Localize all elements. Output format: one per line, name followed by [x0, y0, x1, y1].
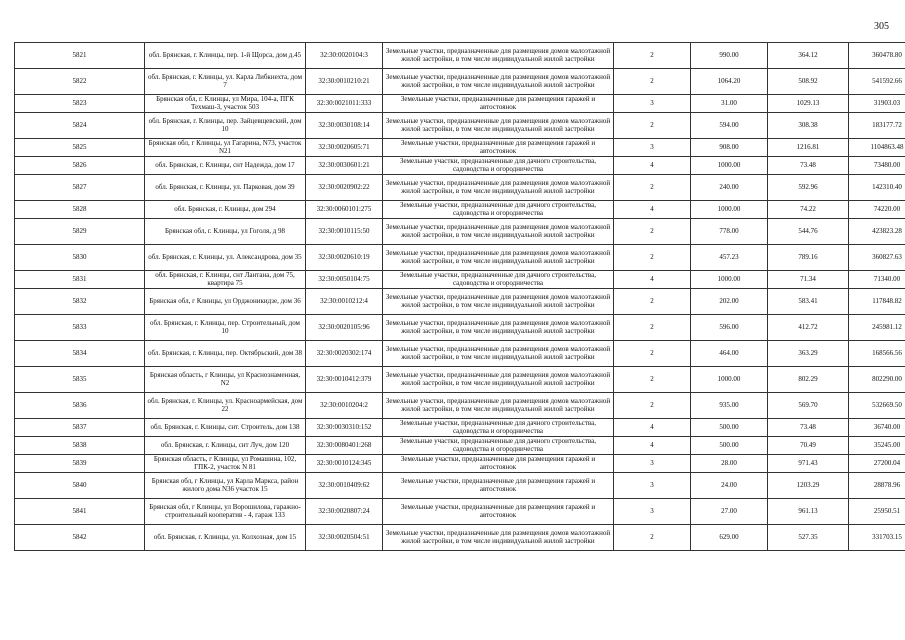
specific-value-cell: 364.12: [768, 43, 849, 69]
specific-value-cell: 569.70: [768, 393, 849, 419]
address-cell: Брянская обл, г Клинцы, ул Орджоникидзе, дом 36: [145, 289, 306, 315]
land-use-cell: Земельные участки, предназначенные для размещения домов малоэтажной жилой застройки, в том числе индивидуальной жилой застройки: [383, 341, 614, 367]
cadastral-value-cell: 71340.00: [849, 271, 905, 289]
cadastral-number-cell: 32:30:0020302:174: [306, 341, 383, 367]
land-use-cell: Земельные участки, предназначенные для размещения домов малоэтажной жилой застройки, в том числе индивидуальной жилой застройки: [383, 69, 614, 95]
table-row: [15, 95, 905, 113]
specific-value-cell: 1216.81: [768, 139, 849, 157]
table-row: [15, 219, 905, 245]
specific-value-cell: 73.48: [768, 157, 849, 175]
cadastral-value-cell: 360827.63: [849, 245, 905, 271]
land-use-cell: Земельные участки, предназначенные для размещения гаражей и автостоянок: [383, 139, 614, 157]
specific-value-cell: 1203.29: [768, 473, 849, 499]
cadastral-number-cell: 32:30:0010210:21: [306, 69, 383, 95]
group-cell: 2: [614, 525, 691, 551]
address-cell: обл. Брянская, г. Клинцы, ул. Карла Либкнехта, дом 7: [145, 69, 306, 95]
cadastral-value-cell: 31903.03: [849, 95, 905, 113]
land-use-cell: Земельные участки, предназначенные для размещения домов малоэтажной жилой застройки, в том числе индивидуальной жилой застройки: [383, 245, 614, 271]
row-number: 5833: [15, 315, 145, 341]
cadastral-value-cell: 1104863.48: [849, 139, 905, 157]
cadastral-number-cell: 32:30:0020610:19: [306, 245, 383, 271]
page-number: 305: [874, 21, 889, 32]
cadastral-number-cell: 32:30:0020902:22: [306, 175, 383, 201]
land-use-cell: Земельные участки, предназначенные для дачного строительства, садоводства и огородничества: [383, 201, 614, 219]
area-cell: 1000.00: [691, 367, 768, 393]
cadastral-value-cell: 360478.80: [849, 43, 905, 69]
area-cell: 778.00: [691, 219, 768, 245]
row-number: 5822: [15, 69, 145, 95]
area-cell: 27.00: [691, 499, 768, 525]
specific-value-cell: 592.96: [768, 175, 849, 201]
specific-value-cell: 1029.13: [768, 95, 849, 113]
area-cell: 24.00: [691, 473, 768, 499]
group-cell: 3: [614, 499, 691, 525]
area-cell: 28.00: [691, 455, 768, 473]
group-cell: 4: [614, 157, 691, 175]
group-cell: 4: [614, 271, 691, 289]
cadastral-number-cell: 32:30:0030108:14: [306, 113, 383, 139]
specific-value-cell: 971.43: [768, 455, 849, 473]
land-use-cell: Земельные участки, предназначенные для дачного строительства, садоводства и огородничества: [383, 419, 614, 437]
cadastral-number-cell: 32:30:0010412:379: [306, 367, 383, 393]
area-cell: 464.00: [691, 341, 768, 367]
table-row: [15, 175, 905, 201]
land-use-cell: Земельные участки, предназначенные для размещения домов малоэтажной жилой застройки, в том числе индивидуальной жилой застройки: [383, 113, 614, 139]
table-row: [15, 437, 905, 455]
area-cell: 202.00: [691, 289, 768, 315]
land-use-cell: Земельные участки, предназначенные для размещения домов малоэтажной жилой застройки, в том числе индивидуальной жилой застройки: [383, 289, 614, 315]
area-cell: 457.23: [691, 245, 768, 271]
table-row: [15, 525, 905, 551]
land-use-cell: Земельные участки, предназначенные для размещения гаражей и автостоянок: [383, 455, 614, 473]
specific-value-cell: 363.29: [768, 341, 849, 367]
row-number: 5828: [15, 201, 145, 219]
row-number: 5837: [15, 419, 145, 437]
address-cell: обл. Брянская, г. Клинцы, дом 294: [145, 201, 306, 219]
address-cell: обл. Брянская, г. Клинцы, снт Надежда, дом 17: [145, 157, 306, 175]
address-cell: обл. Брянская, г. Клинцы, снт Лантана, дом 75, квартира 75: [145, 271, 306, 289]
group-cell: 2: [614, 113, 691, 139]
address-cell: Брянская область, г Клинцы, ул Ромашина, 102, ГПК-2, участок N 81: [145, 455, 306, 473]
area-cell: 31.00: [691, 95, 768, 113]
row-number: 5834: [15, 341, 145, 367]
cadastral-number-cell: 32:30:0030310:152: [306, 419, 383, 437]
row-number: 5825: [15, 139, 145, 157]
cadastral-number-cell: 32:30:0060101:275: [306, 201, 383, 219]
specific-value-cell: 73.48: [768, 419, 849, 437]
address-cell: обл. Брянская, г. Клинцы, пер. 1-й Щорса, дом д.45: [145, 43, 306, 69]
table-row: [15, 271, 905, 289]
row-number: 5842: [15, 525, 145, 551]
cadastral-number-cell: 32:30:0010124:345: [306, 455, 383, 473]
cadastral-value-cell: 35245.00: [849, 437, 905, 455]
land-use-cell: Земельные участки, предназначенные для размещения гаражей и автостоянок: [383, 95, 614, 113]
cadastral-number-cell: 32:30:0020504:51: [306, 525, 383, 551]
area-cell: 596.00: [691, 315, 768, 341]
land-use-cell: Земельные участки, предназначенные для размещения домов малоэтажной жилой застройки, в том числе индивидуальной жилой застройки: [383, 525, 614, 551]
area-cell: 594.00: [691, 113, 768, 139]
address-cell: Брянская обл, г Клинцы, ул Гагарина, N73, участок N21: [145, 139, 306, 157]
cadastral-value-cell: 183177.72: [849, 113, 905, 139]
cadastral-number-cell: 32:30:0080401:268: [306, 437, 383, 455]
row-number: 5823: [15, 95, 145, 113]
address-cell: Брянская обл, г Клинцы, ул Карла Маркса, район жилого дома N36 участок 15: [145, 473, 306, 499]
row-number: 5829: [15, 219, 145, 245]
cadastral-value-cell: 28878.96: [849, 473, 905, 499]
area-cell: 990.00: [691, 43, 768, 69]
cadastral-value-cell: 331703.15: [849, 525, 905, 551]
land-use-cell: Земельные участки, предназначенные для размещения гаражей и автостоянок: [383, 473, 614, 499]
group-cell: 2: [614, 69, 691, 95]
group-cell: 3: [614, 139, 691, 157]
address-cell: обл. Брянская, г. Клинцы, ул. Красноармейская, дом 22: [145, 393, 306, 419]
table-row: [15, 473, 905, 499]
address-cell: обл. Брянская, г. Клинцы, снт Луч, дом 120: [145, 437, 306, 455]
cadastral-number-cell: 32:30:0010409:62: [306, 473, 383, 499]
cadastral-number-cell: 32:30:0020105:96: [306, 315, 383, 341]
cadastral-number-cell: 32:30:0020807:24: [306, 499, 383, 525]
cadastral-number-cell: 32:30:0030601:21: [306, 157, 383, 175]
table-row: [15, 69, 905, 95]
area-cell: 935.00: [691, 393, 768, 419]
group-cell: 2: [614, 367, 691, 393]
specific-value-cell: 583.41: [768, 289, 849, 315]
group-cell: 2: [614, 315, 691, 341]
specific-value-cell: 412.72: [768, 315, 849, 341]
group-cell: 3: [614, 95, 691, 113]
cadastral-value-cell: 73480.00: [849, 157, 905, 175]
row-number: 5838: [15, 437, 145, 455]
cadastral-number-cell: 32:30:0020605:71: [306, 139, 383, 157]
cadastral-value-cell: 74220.00: [849, 201, 905, 219]
row-number: 5826: [15, 157, 145, 175]
group-cell: 2: [614, 393, 691, 419]
address-cell: обл. Брянская, г. Клинцы, ул. Парковая, дом 39: [145, 175, 306, 201]
cadastral-value-cell: 532669.50: [849, 393, 905, 419]
cadastral-number-cell: 32:30:0010204:2: [306, 393, 383, 419]
cadastral-number-cell: 32:30:0050104:75: [306, 271, 383, 289]
land-use-cell: Земельные участки, предназначенные для размещения домов малоэтажной жилой застройки, в том числе индивидуальной жилой застройки: [383, 175, 614, 201]
specific-value-cell: 70.49: [768, 437, 849, 455]
row-number: 5835: [15, 367, 145, 393]
row-number: 5827: [15, 175, 145, 201]
area-cell: 908.00: [691, 139, 768, 157]
group-cell: 3: [614, 473, 691, 499]
land-use-cell: Земельные участки, предназначенные для размещения домов малоэтажной жилой застройки, в том числе индивидуальной жилой застройки: [383, 367, 614, 393]
group-cell: 2: [614, 341, 691, 367]
address-cell: Брянская обл, г. Клинцы, ул Гоголя, д 98: [145, 219, 306, 245]
table-row: [15, 289, 905, 315]
row-number: 5824: [15, 113, 145, 139]
row-number: 5830: [15, 245, 145, 271]
specific-value-cell: 308.38: [768, 113, 849, 139]
area-cell: 1000.00: [691, 157, 768, 175]
cadastral-value-table: [14, 42, 905, 551]
area-cell: 240.00: [691, 175, 768, 201]
area-cell: 500.00: [691, 437, 768, 455]
cadastral-value-cell: 27200.04: [849, 455, 905, 473]
specific-value-cell: 527.35: [768, 525, 849, 551]
address-cell: обл. Брянская, г. Клинцы, пер. Зайцевщевский, дом 10: [145, 113, 306, 139]
table-row: [15, 113, 905, 139]
area-cell: 1000.00: [691, 201, 768, 219]
row-number: 5836: [15, 393, 145, 419]
cadastral-number-cell: 32:30:0021011:333: [306, 95, 383, 113]
area-cell: 629.00: [691, 525, 768, 551]
land-use-cell: Земельные участки, предназначенные для размещения домов малоэтажной жилой застройки, в том числе индивидуальной жилой застройки: [383, 219, 614, 245]
group-cell: 2: [614, 175, 691, 201]
area-cell: 1000.00: [691, 271, 768, 289]
specific-value-cell: 508.92: [768, 69, 849, 95]
land-use-cell: Земельные участки, предназначенные для дачного строительства, садоводства и огородничества: [383, 271, 614, 289]
cadastral-value-cell: 36740.00: [849, 419, 905, 437]
address-cell: Брянская обл, г. Клинцы, ул Мира, 104-а, ПГК Техмаш-3, участок 503: [145, 95, 306, 113]
group-cell: 2: [614, 289, 691, 315]
cadastral-value-cell: 25950.51: [849, 499, 905, 525]
row-number: 5839: [15, 455, 145, 473]
address-cell: Брянская область, г Клинцы, ул Краснознаменная, N2: [145, 367, 306, 393]
cadastral-number-cell: 32:30:0020104:3: [306, 43, 383, 69]
cadastral-value-cell: 802290.00: [849, 367, 905, 393]
land-use-cell: Земельные участки, предназначенные для размещения домов малоэтажной жилой застройки, в том числе индивидуальной жилой застройки: [383, 43, 614, 69]
land-use-cell: Земельные участки, предназначенные для дачного строительства, садоводства и огородничества: [383, 437, 614, 455]
specific-value-cell: 961.13: [768, 499, 849, 525]
specific-value-cell: 74.22: [768, 201, 849, 219]
table-row: [15, 139, 905, 157]
group-cell: 2: [614, 43, 691, 69]
row-number: 5841: [15, 499, 145, 525]
address-cell: Брянская обл, г Клинцы, ул Ворошилова, гаражно-строительный кооператив - 4, гараж 133: [145, 499, 306, 525]
specific-value-cell: 544.76: [768, 219, 849, 245]
table-row: [15, 245, 905, 271]
table-row: [15, 393, 905, 419]
cadastral-number-cell: 32:30:0010115:50: [306, 219, 383, 245]
cadastral-value-cell: 541592.66: [849, 69, 905, 95]
cadastral-value-cell: 117848.82: [849, 289, 905, 315]
table-row: [15, 419, 905, 437]
land-use-cell: Земельные участки, предназначенные для размещения домов малоэтажной жилой застройки, в том числе индивидуальной жилой застройки: [383, 393, 614, 419]
table-row: [15, 315, 905, 341]
table-row: [15, 341, 905, 367]
row-number: 5831: [15, 271, 145, 289]
specific-value-cell: 789.16: [768, 245, 849, 271]
group-cell: 4: [614, 201, 691, 219]
table-row: [15, 499, 905, 525]
cadastral-number-cell: 32:30:0010212:4: [306, 289, 383, 315]
group-cell: 4: [614, 437, 691, 455]
area-cell: 1064.20: [691, 69, 768, 95]
table-row: [15, 455, 905, 473]
cadastral-value-cell: 423823.28: [849, 219, 905, 245]
table-body: [15, 43, 905, 551]
specific-value-cell: 802.29: [768, 367, 849, 393]
group-cell: 4: [614, 419, 691, 437]
cadastral-value-cell: 245981.12: [849, 315, 905, 341]
address-cell: обл. Брянская, г. Клинцы, пер. Строительный, дом 10: [145, 315, 306, 341]
cadastral-value-cell: 142310.40: [849, 175, 905, 201]
address-cell: обл. Брянская, г. Клинцы, ул. Александрова, дом 35: [145, 245, 306, 271]
group-cell: 3: [614, 455, 691, 473]
table-row: [15, 201, 905, 219]
address-cell: обл. Брянская, г. Клинцы, пер. Октябрьский, дом 38: [145, 341, 306, 367]
land-use-cell: Земельные участки, предназначенные для дачного строительства, садоводства и огородничества: [383, 157, 614, 175]
group-cell: 2: [614, 245, 691, 271]
row-number: 5821: [15, 43, 145, 69]
address-cell: обл. Брянская, г. Клинцы, ул. Колхозная, дом 15: [145, 525, 306, 551]
table-row: [15, 367, 905, 393]
table-row: [15, 157, 905, 175]
land-use-cell: Земельные участки, предназначенные для размещения домов малоэтажной жилой застройки, в том числе индивидуальной жилой застройки: [383, 315, 614, 341]
cadastral-value-cell: 168566.56: [849, 341, 905, 367]
group-cell: 2: [614, 219, 691, 245]
table-row: [15, 43, 905, 69]
row-number: 5840: [15, 473, 145, 499]
specific-value-cell: 71.34: [768, 271, 849, 289]
address-cell: обл. Брянская, г. Клинцы, снт. Строитель, дом 138: [145, 419, 306, 437]
area-cell: 500.00: [691, 419, 768, 437]
row-number: 5832: [15, 289, 145, 315]
land-use-cell: Земельные участки, предназначенные для размещения гаражей и автостоянок: [383, 499, 614, 525]
